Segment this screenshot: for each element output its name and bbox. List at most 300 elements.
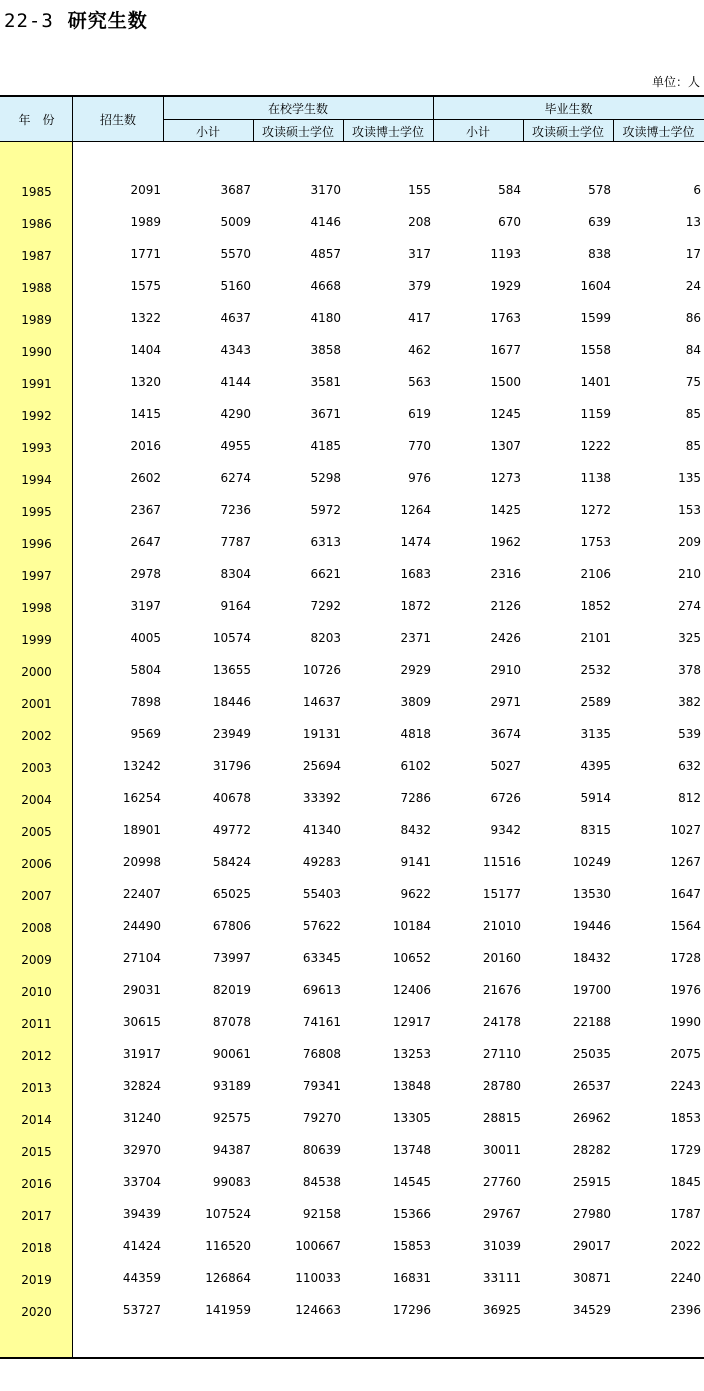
table-row [0,718,704,750]
cell-in-school-subtotal: 18446 [212,695,251,709]
table-row [0,1198,704,1230]
cell-in-school-master: 4146 [310,215,341,229]
cell-in-school-master: 79270 [302,1111,341,1125]
cell-year: 1987 [21,249,52,263]
cell-enroll: 2602 [130,471,161,485]
table-row [0,302,704,334]
cell-grad-master: 30871 [572,1271,611,1285]
cell-in-school-master: 4857 [310,247,341,261]
cell-enroll: 1771 [130,247,161,261]
table-title: 研究生数 [67,10,148,32]
cell-grad-subtotal: 15177 [482,887,521,901]
table-row [0,910,704,942]
table-row [0,494,704,526]
cell-enroll: 41424 [122,1239,161,1253]
cell-grad-doctor: 86 [685,311,701,325]
cell-grad-subtotal: 2126 [490,599,521,613]
cell-grad-doctor: 24 [685,279,701,293]
cell-grad-subtotal: 670 [498,215,521,229]
cell-grad-master: 3135 [580,727,611,741]
cell-grad-doctor: 1267 [670,855,701,869]
cell-in-school-master: 14637 [302,695,341,709]
cell-in-school-subtotal: 99083 [212,1175,251,1189]
cell-year: 2008 [21,921,52,935]
cell-grad-master: 4395 [580,759,611,773]
cell-grad-subtotal: 24178 [482,1015,521,1029]
cell-grad-subtotal: 1425 [490,503,521,517]
cell-enroll: 1989 [130,215,161,229]
cell-in-school-master: 7292 [310,599,341,613]
cell-year: 2007 [21,889,52,903]
cell-grad-master: 838 [588,247,611,261]
cell-year: 1990 [21,345,52,359]
cell-year: 1995 [21,505,52,519]
cell-grad-doctor: 2075 [670,1047,701,1061]
cell-grad-master: 1138 [580,471,611,485]
cell-enroll: 2367 [130,503,161,517]
table-row [0,558,704,590]
cell-grad-subtotal: 20160 [482,951,521,965]
cell-grad-doctor: 1027 [670,823,701,837]
cell-in-school-doctor: 563 [408,375,431,389]
cell-in-school-master: 110033 [295,1271,341,1285]
cell-year: 2006 [21,857,52,871]
cell-in-school-subtotal: 5570 [220,247,251,261]
cell-in-school-master: 84538 [302,1175,341,1189]
cell-in-school-doctor: 16831 [392,1271,431,1285]
header-in-school-doctor: 攻读博士学位 [351,124,424,139]
cell-in-school-master: 19131 [302,727,341,741]
cell-in-school-master: 8203 [310,631,341,645]
cell-grad-subtotal: 21010 [482,919,521,933]
cell-in-school-subtotal: 5009 [220,215,251,229]
cell-grad-doctor: 153 [678,503,701,517]
cell-enroll: 9569 [130,727,161,741]
cell-grad-doctor: 1564 [670,919,701,933]
table-row [0,334,704,366]
cell-in-school-subtotal: 126864 [205,1271,251,1285]
cell-year: 2002 [21,729,52,743]
table-row [0,782,704,814]
cell-grad-subtotal: 2316 [490,567,521,581]
cell-in-school-doctor: 13253 [392,1047,431,1061]
cell-grad-doctor: 1845 [670,1175,701,1189]
header-grad-doctor: 攻读博士学位 [622,124,695,139]
cell-grad-doctor: 539 [678,727,701,741]
cell-in-school-doctor: 208 [408,215,431,229]
cell-year: 1999 [21,633,52,647]
cell-year: 2013 [21,1081,52,1095]
cell-grad-subtotal: 30011 [482,1143,521,1157]
header-divider [343,120,344,142]
cell-in-school-subtotal: 31796 [212,759,251,773]
cell-grad-subtotal: 1677 [490,343,521,357]
cell-grad-subtotal: 1307 [490,439,521,453]
table-row [0,846,704,878]
cell-in-school-subtotal: 23949 [212,727,251,741]
cell-in-school-subtotal: 5160 [220,279,251,293]
cell-enroll: 13242 [122,759,161,773]
cell-in-school-master: 76808 [302,1047,341,1061]
cell-in-school-subtotal: 8304 [220,567,251,581]
table-row [0,814,704,846]
cell-in-school-subtotal: 90061 [212,1047,251,1061]
cell-in-school-master: 3170 [310,183,341,197]
table-row [0,942,704,974]
cell-grad-master: 1852 [580,599,611,613]
cell-year: 1998 [21,601,52,615]
cell-grad-subtotal: 1962 [490,535,521,549]
cell-in-school-master: 4668 [310,279,341,293]
cell-year: 1988 [21,281,52,295]
table-row [0,526,704,558]
cell-grad-master: 578 [588,183,611,197]
cell-in-school-subtotal: 92575 [212,1111,251,1125]
cell-grad-subtotal: 6726 [490,791,521,805]
cell-enroll: 31240 [122,1111,161,1125]
table-row [0,1006,704,1038]
cell-grad-master: 13530 [572,887,611,901]
cell-grad-master: 1599 [580,311,611,325]
cell-enroll: 24490 [122,919,161,933]
cell-in-school-doctor: 15853 [392,1239,431,1253]
cell-in-school-master: 6621 [310,567,341,581]
cell-enroll: 27104 [122,951,161,965]
cell-year: 2009 [21,953,52,967]
cell-grad-doctor: 209 [678,535,701,549]
cell-year: 1992 [21,409,52,423]
cell-enroll: 44359 [122,1271,161,1285]
cell-in-school-subtotal: 87078 [212,1015,251,1029]
table-row [0,1038,704,1070]
cell-enroll: 1404 [130,343,161,357]
cell-in-school-subtotal: 6274 [220,471,251,485]
table-row [0,206,704,238]
cell-in-school-doctor: 317 [408,247,431,261]
cell-in-school-master: 57622 [302,919,341,933]
table-row [0,750,704,782]
cell-year: 2012 [21,1049,52,1063]
cell-grad-doctor: 812 [678,791,701,805]
cell-in-school-master: 6313 [310,535,341,549]
cell-grad-master: 2589 [580,695,611,709]
cell-grad-subtotal: 33111 [482,1271,521,1285]
cell-year: 2020 [21,1305,52,1319]
cell-in-school-subtotal: 116520 [205,1239,251,1253]
table-row [0,622,704,654]
table-row [0,366,704,398]
cell-enroll: 22407 [122,887,161,901]
cell-in-school-master: 92158 [302,1207,341,1221]
cell-in-school-subtotal: 10574 [212,631,251,645]
cell-grad-subtotal: 2426 [490,631,521,645]
cell-grad-doctor: 382 [678,695,701,709]
table-code: 22-3 [4,10,54,32]
table-header [0,95,704,142]
cell-in-school-master: 100667 [295,1239,341,1253]
cell-grad-subtotal: 28780 [482,1079,521,1093]
cell-grad-master: 26962 [572,1111,611,1125]
cell-grad-doctor: 1853 [670,1111,701,1125]
cell-in-school-doctor: 13748 [392,1143,431,1157]
cell-grad-master: 5914 [580,791,611,805]
cell-enroll: 1415 [130,407,161,421]
cell-grad-doctor: 85 [685,439,701,453]
cell-grad-master: 29017 [572,1239,611,1253]
header-grad-subtotal: 小计 [465,124,490,139]
cell-grad-master: 1753 [580,535,611,549]
cell-grad-doctor: 274 [678,599,701,613]
cell-grad-master: 18432 [572,951,611,965]
cell-grad-doctor: 632 [678,759,701,773]
cell-in-school-subtotal: 49772 [212,823,251,837]
cell-grad-master: 2101 [580,631,611,645]
table-row [0,1166,704,1198]
cell-in-school-master: 4180 [310,311,341,325]
table-row [0,590,704,622]
header-divider [253,120,254,142]
header-graduates: 毕业生数 [544,102,593,116]
cell-grad-doctor: 210 [678,567,701,581]
cell-grad-master: 25035 [572,1047,611,1061]
cell-in-school-doctor: 379 [408,279,431,293]
cell-enroll: 2016 [130,439,161,453]
cell-grad-master: 27980 [572,1207,611,1221]
table-row [0,238,704,270]
cell-grad-master: 1604 [580,279,611,293]
cell-in-school-doctor: 1264 [400,503,431,517]
cell-in-school-subtotal: 4290 [220,407,251,421]
cell-in-school-master: 49283 [302,855,341,869]
table-row [0,174,704,206]
cell-in-school-subtotal: 4637 [220,311,251,325]
cell-grad-master: 639 [588,215,611,229]
cell-in-school-doctor: 13305 [392,1111,431,1125]
cell-grad-doctor: 6 [693,183,701,197]
cell-year: 2017 [21,1209,52,1223]
table-body [0,174,704,1326]
cell-grad-subtotal: 21676 [482,983,521,997]
cell-in-school-subtotal: 4144 [220,375,251,389]
cell-in-school-master: 5972 [310,503,341,517]
cell-in-school-master: 10726 [302,663,341,677]
cell-in-school-subtotal: 4343 [220,343,251,357]
table-row [0,462,704,494]
cell-enroll: 33704 [122,1175,161,1189]
cell-grad-master: 26537 [572,1079,611,1093]
cell-in-school-doctor: 1872 [400,599,431,613]
cell-grad-master: 1558 [580,343,611,357]
cell-in-school-master: 124663 [295,1303,341,1317]
cell-in-school-subtotal: 73997 [212,951,251,965]
cell-grad-doctor: 75 [685,375,701,389]
cell-in-school-subtotal: 3687 [220,183,251,197]
cell-enroll: 4005 [130,631,161,645]
cell-grad-doctor: 84 [685,343,701,357]
cell-in-school-master: 33392 [302,791,341,805]
cell-grad-subtotal: 27760 [482,1175,521,1189]
table-row [0,1262,704,1294]
cell-grad-doctor: 2240 [670,1271,701,1285]
cell-year: 2003 [21,761,52,775]
cell-in-school-doctor: 1683 [400,567,431,581]
cell-grad-subtotal: 9342 [490,823,521,837]
cell-enroll: 1575 [130,279,161,293]
cell-in-school-subtotal: 58424 [212,855,251,869]
cell-in-school-doctor: 13848 [392,1079,431,1093]
cell-grad-doctor: 1647 [670,887,701,901]
cell-grad-doctor: 2396 [670,1303,701,1317]
cell-enroll: 31917 [122,1047,161,1061]
cell-grad-subtotal: 584 [498,183,521,197]
cell-year: 2000 [21,665,52,679]
cell-year: 2001 [21,697,52,711]
cell-in-school-subtotal: 93189 [212,1079,251,1093]
cell-grad-subtotal: 28815 [482,1111,521,1125]
cell-grad-master: 10249 [572,855,611,869]
cell-in-school-doctor: 10652 [392,951,431,965]
cell-year: 1989 [21,313,52,327]
cell-in-school-subtotal: 107524 [205,1207,251,1221]
cell-grad-master: 1401 [580,375,611,389]
cell-grad-subtotal: 36925 [482,1303,521,1317]
cell-in-school-master: 55403 [302,887,341,901]
header-divider [72,97,73,142]
cell-enroll: 53727 [122,1303,161,1317]
cell-grad-master: 25915 [572,1175,611,1189]
header-in-school-master: 攻读硕士学位 [261,124,334,139]
cell-in-school-doctor: 7286 [400,791,431,805]
table-row [0,654,704,686]
cell-grad-doctor: 2243 [670,1079,701,1093]
cell-enroll: 39439 [122,1207,161,1221]
cell-in-school-subtotal: 67806 [212,919,251,933]
cell-enroll: 32824 [122,1079,161,1093]
table-row [0,1102,704,1134]
cell-grad-subtotal: 1763 [490,311,521,325]
cell-enroll: 2091 [130,183,161,197]
cell-grad-doctor: 2022 [670,1239,701,1253]
cell-in-school-master: 25694 [302,759,341,773]
cell-grad-doctor: 1976 [670,983,701,997]
cell-year: 2004 [21,793,52,807]
cell-grad-master: 19700 [572,983,611,997]
cell-grad-master: 1159 [580,407,611,421]
cell-in-school-doctor: 15366 [392,1207,431,1221]
cell-grad-master: 28282 [572,1143,611,1157]
cell-in-school-subtotal: 40678 [212,791,251,805]
cell-grad-subtotal: 1929 [490,279,521,293]
cell-year: 1993 [21,441,52,455]
cell-in-school-doctor: 2929 [400,663,431,677]
header-year: 年 份 [18,113,55,127]
cell-in-school-doctor: 10184 [392,919,431,933]
cell-in-school-master: 63345 [302,951,341,965]
table-row [0,1134,704,1166]
cell-in-school-doctor: 462 [408,343,431,357]
cell-in-school-doctor: 976 [408,471,431,485]
cell-in-school-master: 5298 [310,471,341,485]
cell-enroll: 20998 [122,855,161,869]
header-in-school-subtotal: 小计 [195,124,220,139]
cell-grad-master: 2106 [580,567,611,581]
cell-in-school-subtotal: 141959 [205,1303,251,1317]
cell-year: 1991 [21,377,52,391]
cell-year: 2019 [21,1273,52,1287]
cell-grad-subtotal: 3674 [490,727,521,741]
cell-in-school-master: 3671 [310,407,341,421]
cell-grad-subtotal: 2910 [490,663,521,677]
cell-grad-subtotal: 1500 [490,375,521,389]
cell-in-school-subtotal: 65025 [212,887,251,901]
cell-in-school-doctor: 9622 [400,887,431,901]
cell-in-school-doctor: 3809 [400,695,431,709]
cell-grad-doctor: 135 [678,471,701,485]
cell-year: 2015 [21,1145,52,1159]
cell-in-school-doctor: 417 [408,311,431,325]
cell-in-school-doctor: 12406 [392,983,431,997]
cell-grad-subtotal: 29767 [482,1207,521,1221]
cell-enroll: 1320 [130,375,161,389]
table-row [0,1230,704,1262]
cell-in-school-doctor: 8432 [400,823,431,837]
cell-grad-subtotal: 31039 [482,1239,521,1253]
cell-enroll: 30615 [122,1015,161,1029]
header-divider [613,120,614,142]
table-row [0,878,704,910]
cell-in-school-doctor: 6102 [400,759,431,773]
cell-grad-master: 8315 [580,823,611,837]
cell-in-school-doctor: 12917 [392,1015,431,1029]
cell-in-school-master: 41340 [302,823,341,837]
cell-in-school-master: 4185 [310,439,341,453]
cell-year: 2016 [21,1177,52,1191]
cell-grad-master: 1222 [580,439,611,453]
cell-enroll: 5804 [130,663,161,677]
table-row [0,1070,704,1102]
header-in-school: 在校学生数 [267,102,328,116]
cell-in-school-master: 74161 [302,1015,341,1029]
cell-year: 2014 [21,1113,52,1127]
header-divider [523,120,524,142]
cell-in-school-master: 69613 [302,983,341,997]
table-row [0,270,704,302]
cell-grad-doctor: 1729 [670,1143,701,1157]
cell-year: 1996 [21,537,52,551]
cell-grad-doctor: 378 [678,663,701,677]
header-grad-master: 攻读硕士学位 [531,124,604,139]
cell-in-school-doctor: 155 [408,183,431,197]
cell-in-school-doctor: 4818 [400,727,431,741]
cell-in-school-doctor: 17296 [392,1303,431,1317]
cell-in-school-doctor: 619 [408,407,431,421]
table-row [0,1294,704,1326]
table-bottom-rule [0,1357,704,1359]
table-row [0,686,704,718]
table-row [0,974,704,1006]
cell-enroll: 3197 [130,599,161,613]
cell-enroll: 29031 [122,983,161,997]
cell-in-school-subtotal: 4955 [220,439,251,453]
cell-in-school-doctor: 2371 [400,631,431,645]
cell-in-school-subtotal: 7236 [220,503,251,517]
header-divider [163,119,704,120]
cell-grad-subtotal: 5027 [490,759,521,773]
cell-grad-subtotal: 11516 [482,855,521,869]
cell-enroll: 18901 [122,823,161,837]
cell-grad-master: 22188 [572,1015,611,1029]
cell-in-school-master: 80639 [302,1143,341,1157]
